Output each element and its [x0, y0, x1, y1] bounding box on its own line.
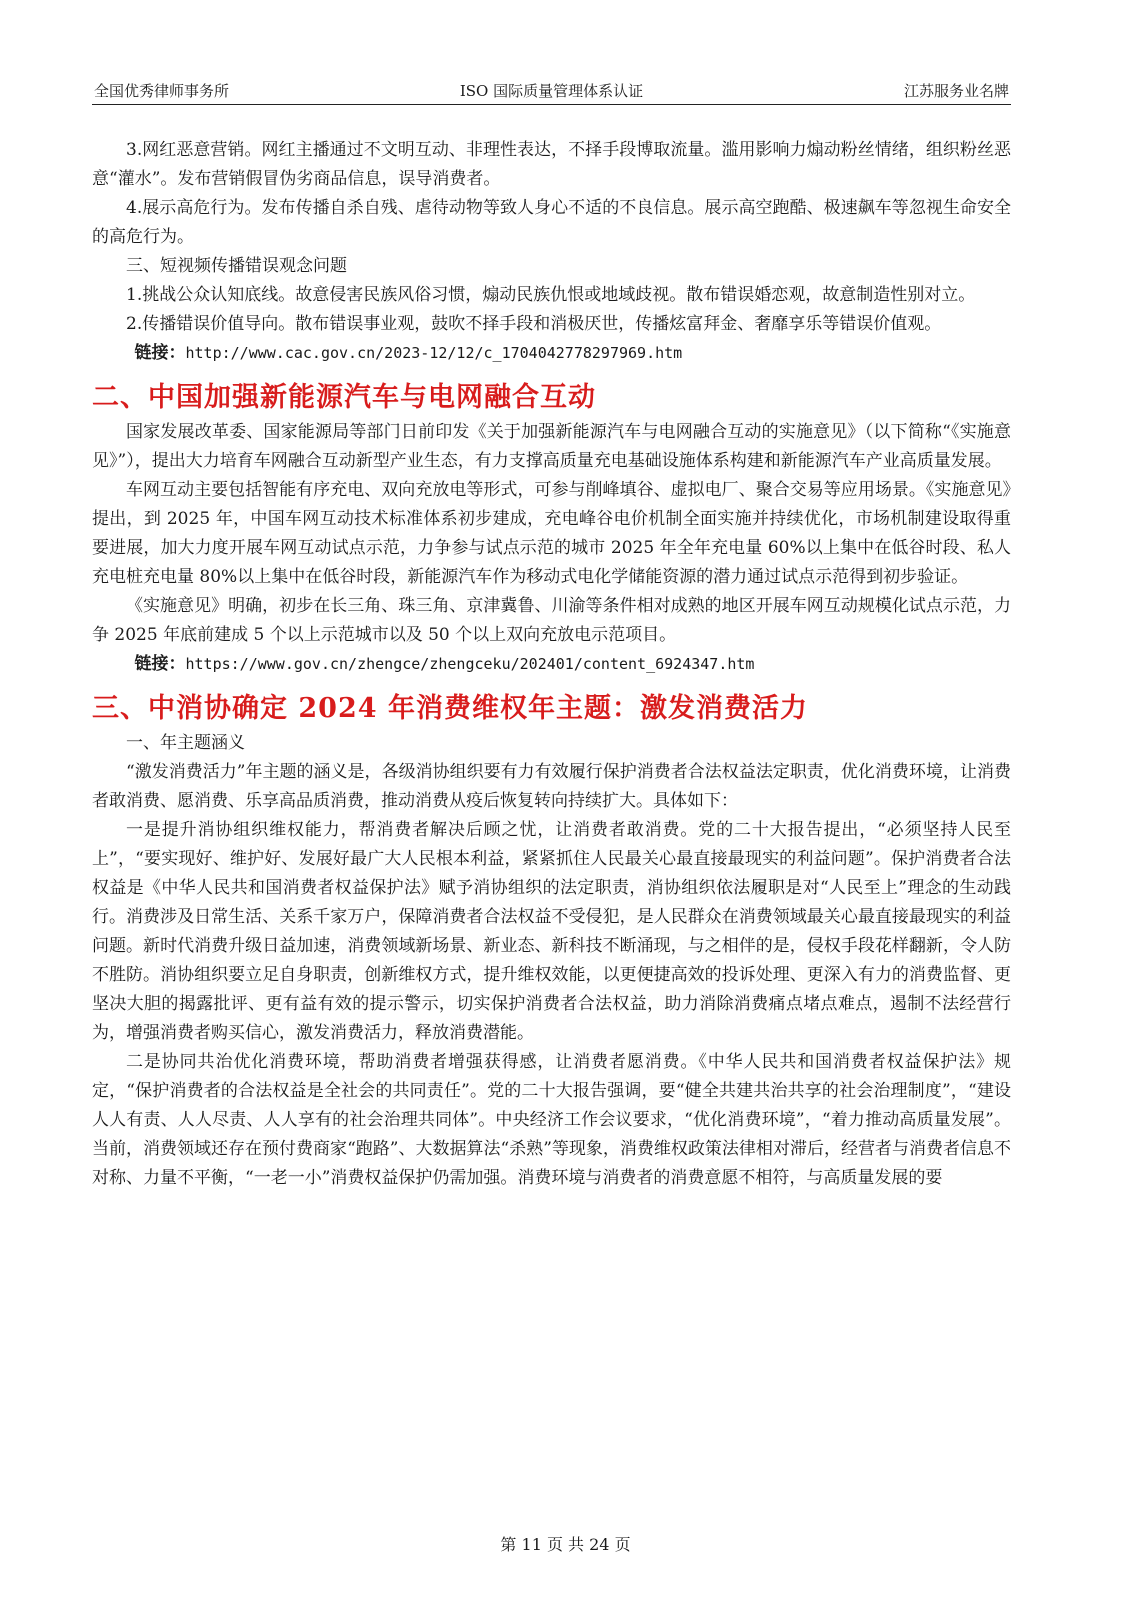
- paragraph: 车网互动主要包括智能有序充电、双向充放电等形式，可参与削峰填谷、虚拟电厂、聚合交易等应用场景。《实施意见》提出，到 2025 年，中国车网互动技术标准体系初步建成，充电峰谷电价机制全面实施并持续优化，市场机制建设取得重要进展，加大力度开展车网互动试点示范，力争参与试点示范的城市 2025 年全年充电量 60%以上集中在低谷时段、私人充电桩充电量 80%以上集中在低谷时段，新能源汽车作为移动式电化学储能资源的潜力通过试点示范得到初步验证。: [92, 480, 1011, 587]
- link-label: 链接：: [134, 654, 186, 674]
- source-link-line: [92, 650, 1011, 679]
- paragraph: “激发消费活力”年主题的涵义是，各级消协组织要有力有效履行保护消费者合法权益法定职责，优化消费环境，让消费者敢消费、愿消费、乐享高品质消费，推动消费从疫后恢复转向持续扩大。具体如下：: [92, 762, 1011, 811]
- header-center-text: ISO 国际质量管理体系认证: [459, 82, 644, 100]
- paragraph: 一是提升消协组织维权能力，帮消费者解决后顾之忧，让消费者敢消费。党的二十大报告提出，“必须坚持人民至上”，“要实现好、维护好、发展好最广大人民根本利益，紧紧抓住人民最关心最直接最现实的利益问题”。保护消费者合法权益是《中华人民共和国消费者权益保护法》赋予消协组织的法定职责，消协组织依法履职是对“人民至上”理念的生动践行。消费涉及日常生活、关系千家万户，保障消费者合法权益不受侵犯，是人民群众在消费领域最关心最直接最现实的利益问题。新时代消费升级日益加速，消费领域新场景、新业态、新科技不断涌现，与之相伴的是，侵权手段花样翻新，令人防不胜防。消协组织要立足自身职责，创新维权方式，提升维权效能，以更便捷高效的投诉处理、更深入有力的消费监督、更坚决大胆的揭露批评、更有益有效的提示警示，切实保护消费者合法权益，助力消除消费痛点堵点难点，遏制不法经营行为，增强消费者购买信心，激发消费活力，释放消费潜能。: [92, 820, 1011, 1043]
- page-number: 第 11 页 共 24 页: [500, 1535, 631, 1554]
- section-title: 三、中消协确定 2024 年消费维权年主题：激发消费活力: [92, 693, 808, 724]
- header-left-text: 全国优秀律师事务所: [94, 82, 230, 100]
- page-header: [92, 78, 1011, 105]
- paragraph: 3.网红恶意营销。网红主播通过不文明互动、非理性表达，不择手段博取流量。滥用影响力煽动粉丝情绪，组织粉丝恶意“灌水”。发布营销假冒伪劣商品信息，误导消费者。: [92, 140, 1011, 189]
- paragraph: 1.挑战公众认知底线。故意侵害民族风俗习惯，煽动民族仇恨或地域歧视。散布错误婚恋观，故意制造性别对立。: [126, 285, 976, 305]
- link-label: 链接：: [134, 343, 186, 363]
- source-link[interactable]: http://www.cac.gov.cn/2023-12/12/c_1704042778297969.htm: [185, 344, 683, 362]
- page-body: [92, 136, 1011, 1193]
- section-title: 二、中国加强新能源汽车与电网融合互动: [92, 382, 596, 413]
- source-link[interactable]: https://www.gov.cn/zhengce/zhengceku/202401/content_6924347.htm: [185, 655, 755, 673]
- paragraph: 《实施意见》明确，初步在长三角、珠三角、京津冀鲁、川渝等条件相对成熟的地区开展车网互动规模化试点示范，力争 2025 年底前建成 5 个以上示范城市以及 50 个以上双向充放电示范项目。: [92, 596, 1011, 645]
- subheading: 三、短视频传播错误观念问题: [126, 256, 347, 276]
- paragraph: 2.传播错误价值导向。散布错误事业观，鼓吹不择手段和消极厌世，传播炫富拜金、奢靡享乐等错误价值观。: [126, 314, 942, 334]
- paragraph: 4.展示高危行为。发布传播自杀自残、虐待动物等致人身心不适的不良信息。展示高空跑酷、极速飙车等忽视生命安全的高危行为。: [92, 198, 1011, 247]
- header-right-text: 江苏服务业名牌: [903, 82, 1009, 100]
- paragraph: 二是协同共治优化消费环境，帮助消费者增强获得感，让消费者愿消费。《中华人民共和国消费者权益保护法》规定，“保护消费者的合法权益是全社会的共同责任”。党的二十大报告强调，要“健全共建共治共享的社会治理制度”，“建设人人有责、人人尽责、人人享有的社会治理共同体”。中央经济工作会议要求，“优化消费环境”，“着力推动高质量发展”。当前，消费领域还存在预付费商家“跑路”、大数据算法“杀熟”等现象，消费维权政策法律相对滞后，经营者与消费者信息不对称、力量不平衡，“一老一小”消费权益保护仍需加强。消费环境与消费者的消费意愿不相符，与高质量发展的要: [92, 1052, 1011, 1188]
- subheading: 一、年主题涵义: [126, 733, 245, 753]
- source-link-line: [92, 339, 1011, 368]
- paragraph: 国家发展改革委、国家能源局等部门日前印发《关于加强新能源汽车与电网融合互动的实施意见》（以下简称“《实施意见》”），提出大力培育车网融合互动新型产业生态，有力支撑高质量充电基础设施体系构建和新能源汽车产业高质量发展。: [92, 422, 1011, 471]
